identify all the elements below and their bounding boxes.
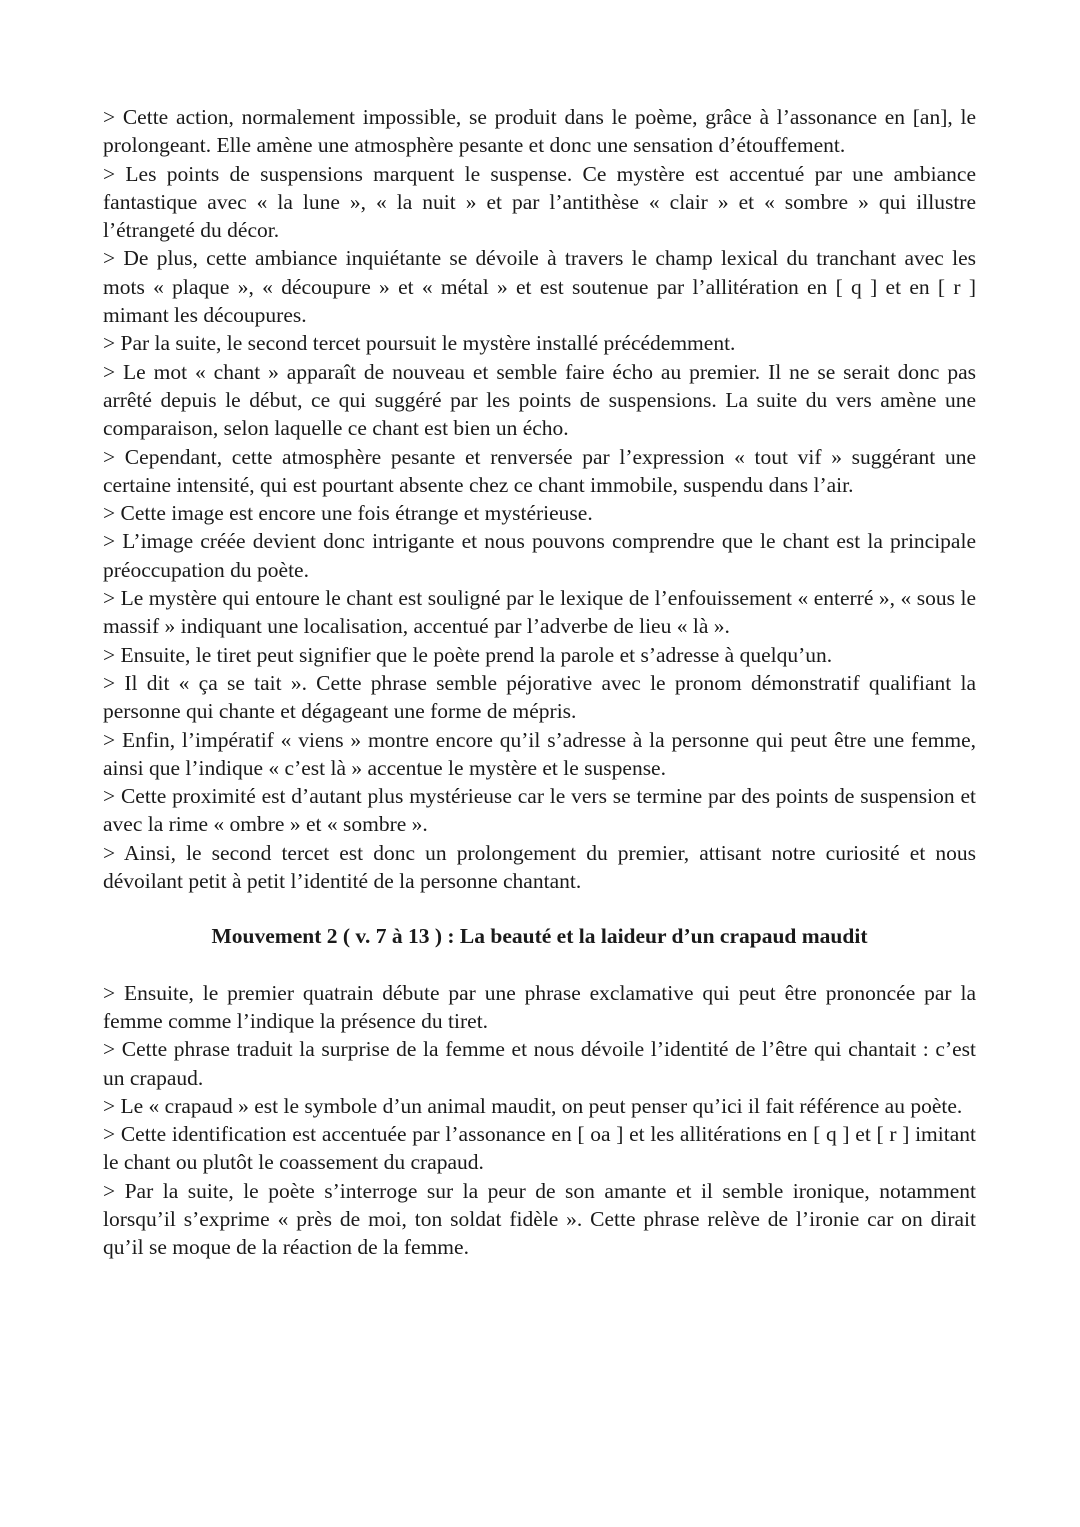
paragraph: > Le « crapaud » est le symbole d’un animal maudit, on peut penser qu’ici il fait référence au poète.: [103, 1093, 963, 1118]
document-page: [103, 103, 976, 1262]
paragraph: > Les points de suspensions marquent le suspense. Ce mystère est accentué par une ambiance fantastique avec « la lune », « la nuit » et par l’antithèse « clair » et « sombre » qui illustre l’étrangeté du décor.: [103, 161, 976, 243]
paragraph: > L’image créée devient donc intrigante et nous pouvons comprendre que le chant est la principale préoccupation du poète.: [103, 529, 976, 582]
paragraph: > Il dit « ça se tait ». Cette phrase semble péjorative avec le pronom démonstratif qualifiant la personne qui chante et dégageant une forme de mépris.: [103, 670, 976, 724]
section-heading: Mouvement 2 ( v. 7 à 13 ) : La beauté et la laideur d’un crapaud maudit: [211, 924, 868, 949]
paragraph: > Enfin, l’impératif « viens » montre encore qu’il s’adresse à la personne qui peut être une femme, ainsi que l’indique « c’est là » accentue le mystère et le suspense.: [103, 727, 976, 780]
paragraph: > De plus, cette ambiance inquiétante se dévoile à travers le champ lexical du tranchant avec les mots « plaque », « découpure » et « métal » et est soutenue par l’allitération en [ q ] et en [ r ] mimant les découpures.: [103, 246, 976, 328]
paragraph: > Cette image est encore une fois étrange et mystérieuse.: [103, 501, 593, 526]
paragraph: > Cette action, normalement impossible, se produit dans le poème, grâce à l’assonance en [an], le prolongeant. Elle amène une atmosphère pesante et donc une sensation d’étouffement.: [103, 105, 976, 158]
paragraph: > Ainsi, le second tercet est donc un prolongement du premier, attisant notre curiosité et nous dévoilant petit à petit l’identité de la personne chantant.: [103, 840, 976, 894]
paragraph: > Cependant, cette atmosphère pesante et renversée par l’expression « tout vif » suggérant une certaine intensité, qui est pourtant absente chez ce chant immobile, suspendu dans l’air.: [103, 444, 976, 497]
paragraph: > Cette identification est accentuée par l’assonance en [ oa ] et les allitérations en [ q ] et [ r ] imitant le chant ou plutôt le coassement du crapaud.: [103, 1122, 976, 1175]
paragraph: > Cette phrase traduit la surprise de la femme et nous dévoile l’identité de l’être qui chantait : c’est un crapaud.: [103, 1037, 976, 1090]
paragraph: > Ensuite, le tiret peut signifier que le poète prend la parole et s’adresse à quelqu’un.: [103, 642, 833, 667]
paragraph: > Cette proximité est d’autant plus mystérieuse car le vers se termine par des points de suspension et avec la rime « ombre » et « sombre ».: [103, 784, 976, 837]
section-1: [103, 103, 976, 895]
section-2: [103, 979, 976, 1262]
paragraph: > Par la suite, le second tercet poursuit le mystère installé précédemment.: [103, 331, 736, 356]
paragraph: > Le mot « chant » apparaît de nouveau et semble faire écho au premier. Il ne se serait donc pas arrêté depuis le début, ce qui suggéré par les points de suspensions. La suite du vers amène une comparaison, selon laquelle ce chant est bien un écho.: [103, 359, 976, 441]
paragraph: > Ensuite, le premier quatrain débute par une phrase exclamative qui peut être prononcée par la femme comme l’indique la présence du tiret.: [103, 980, 976, 1033]
paragraph: > Le mystère qui entoure le chant est souligné par le lexique de l’enfouissement « enterré », « sous le massif » indiquant une localisation, accentué par l’adverbe de lieu « là ».: [103, 586, 976, 639]
paragraph: > Par la suite, le poète s’interroge sur la peur de son amante et il semble ironique, notamment lorsqu’il s’exprime « près de moi, ton soldat fidèle ». Cette phrase relève de l’ironie car on dirait qu’il se moque de la réaction de la femme.: [103, 1178, 976, 1260]
